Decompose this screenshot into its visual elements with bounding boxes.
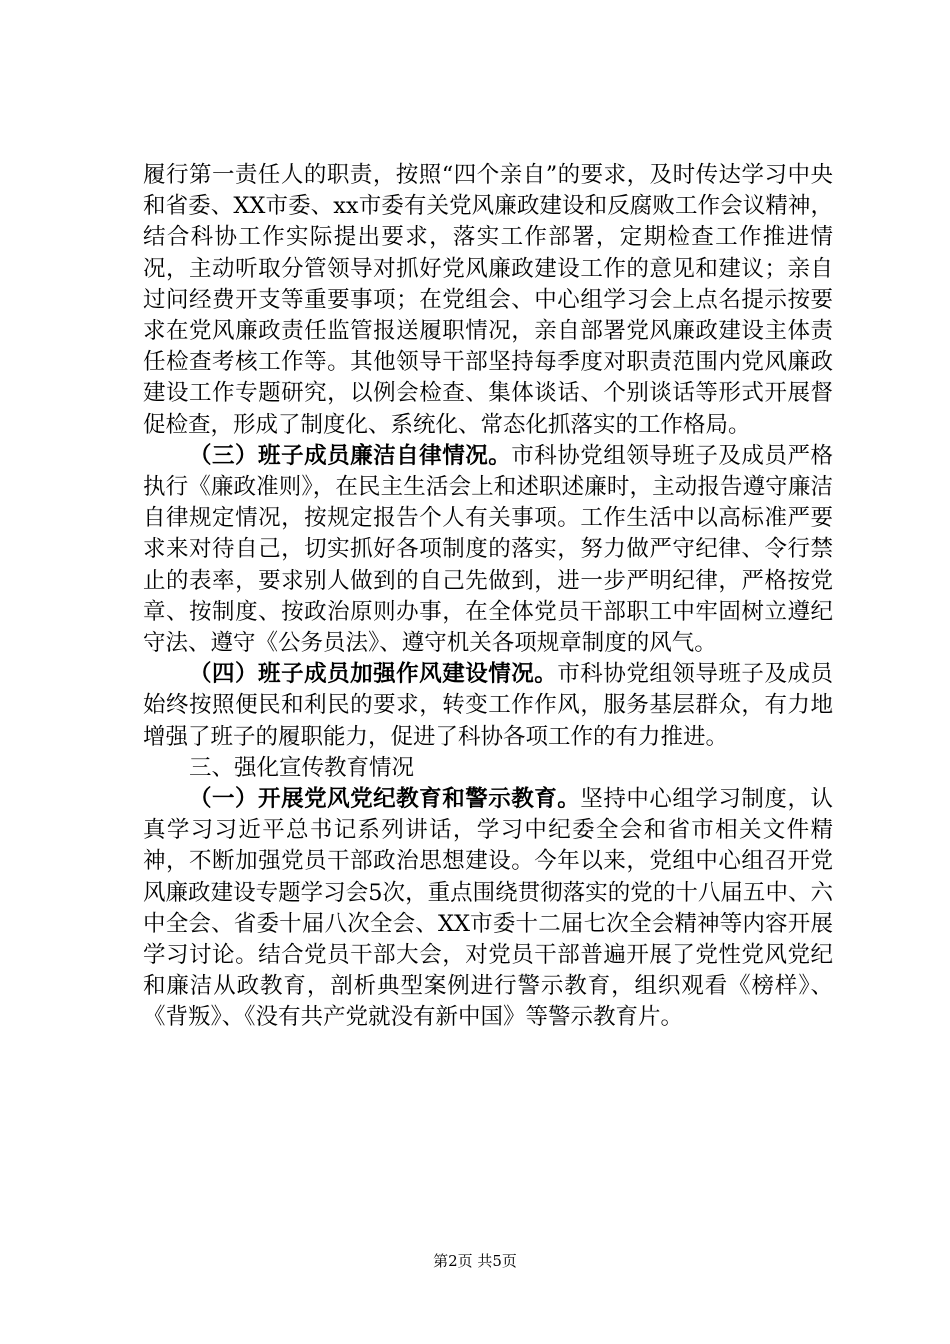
paragraph-text: 坚持中心组学习制度，认真学习习近平总书记系列讲话，学习中纪委全会和省市相关文件精神，不断加强党员干部政治思想建设。今年以来，党组中心组召开党风廉政建设专题学习会5次，重点围绕贯彻落实的党的十八届五中、六中全会、省委十届八次全会、XX市委十二届七次全会精神等内容开展学习讨论。结合党员干部大会，对党员干部普遍开展了党性党风党纪和廉洁从政教育，剖析典型案例进行警示教育，组织观看《榜样》、《背叛》、《没有共产党就没有新中国》等警示教育片。	[143, 786, 833, 1031]
document-body	[143, 160, 833, 1034]
paragraph-text: 三、强化宣传教育情况	[189, 754, 415, 781]
paragraph-warning-education	[143, 784, 833, 1034]
paragraph-text: 履行第一责任人的职责，按照“四个亲自”的要求，及时传达学习中央和省委、XX市委、xx市委有关党风廉政建设和反腐败工作会议精神，结合科协工作实际提出要求，落实工作部署，定期检查工作推进情况，主动听取分管领导对抓好党风廉政建设工作的意见和建议；亲自过问经费开支等重要事项；在党组会、中心组学习会上点名提示按要求在党风廉政责任监管报送履职情况，亲自部署党风廉政建设主体责任检查考核工作等。其他领导干部坚持每季度对职责范围内党风廉政建设工作专题研究，以例会检查、集体谈话、个别谈话等形式开展督促检查，形成了制度化、系统化、常态化抓落实的工作格局。	[143, 162, 833, 438]
section-heading-work-style: （四）班子成员加强作风建设情况。	[189, 661, 558, 688]
section-heading-warning-education: （一）开展党风党纪教育和警示教育。	[189, 786, 581, 813]
paragraph-self-discipline	[143, 441, 833, 659]
paragraph-text: 市科协党组领导班子及成员严格执行《廉政准则》，在民主生活会上和述职述廉时，主动报告遵守廉洁自律规定情况，按规定报告个人有关事项。工作生活中以高标准严要求来对待自己，切实抓好各项制度的落实，努力做严守纪律、令行禁止的表率，要求别人做到的自己先做到，进一步严明纪律，严格按党章、按制度、按政治原则办事，在全体党员干部职工中牢固树立遵纪守法、遵守《公务员法》、遵守机关各项规章制度的风气。	[143, 442, 833, 657]
section-heading-self-discipline: （三）班子成员廉洁自律情况。	[189, 442, 512, 469]
paragraph-work-style	[143, 659, 833, 753]
paragraph-text: 市科协党组领导班子及成员始终按照便民和利民的要求，转变工作作风，服务基层群众，有力地增强了班子的履职能力，促进了科协各项工作的有力推进。	[143, 661, 833, 750]
paragraph-duty-continuation	[143, 160, 833, 441]
section-heading-publicity-education	[143, 753, 833, 784]
page-number-footer: 第2页 共5页	[433, 1252, 517, 1270]
